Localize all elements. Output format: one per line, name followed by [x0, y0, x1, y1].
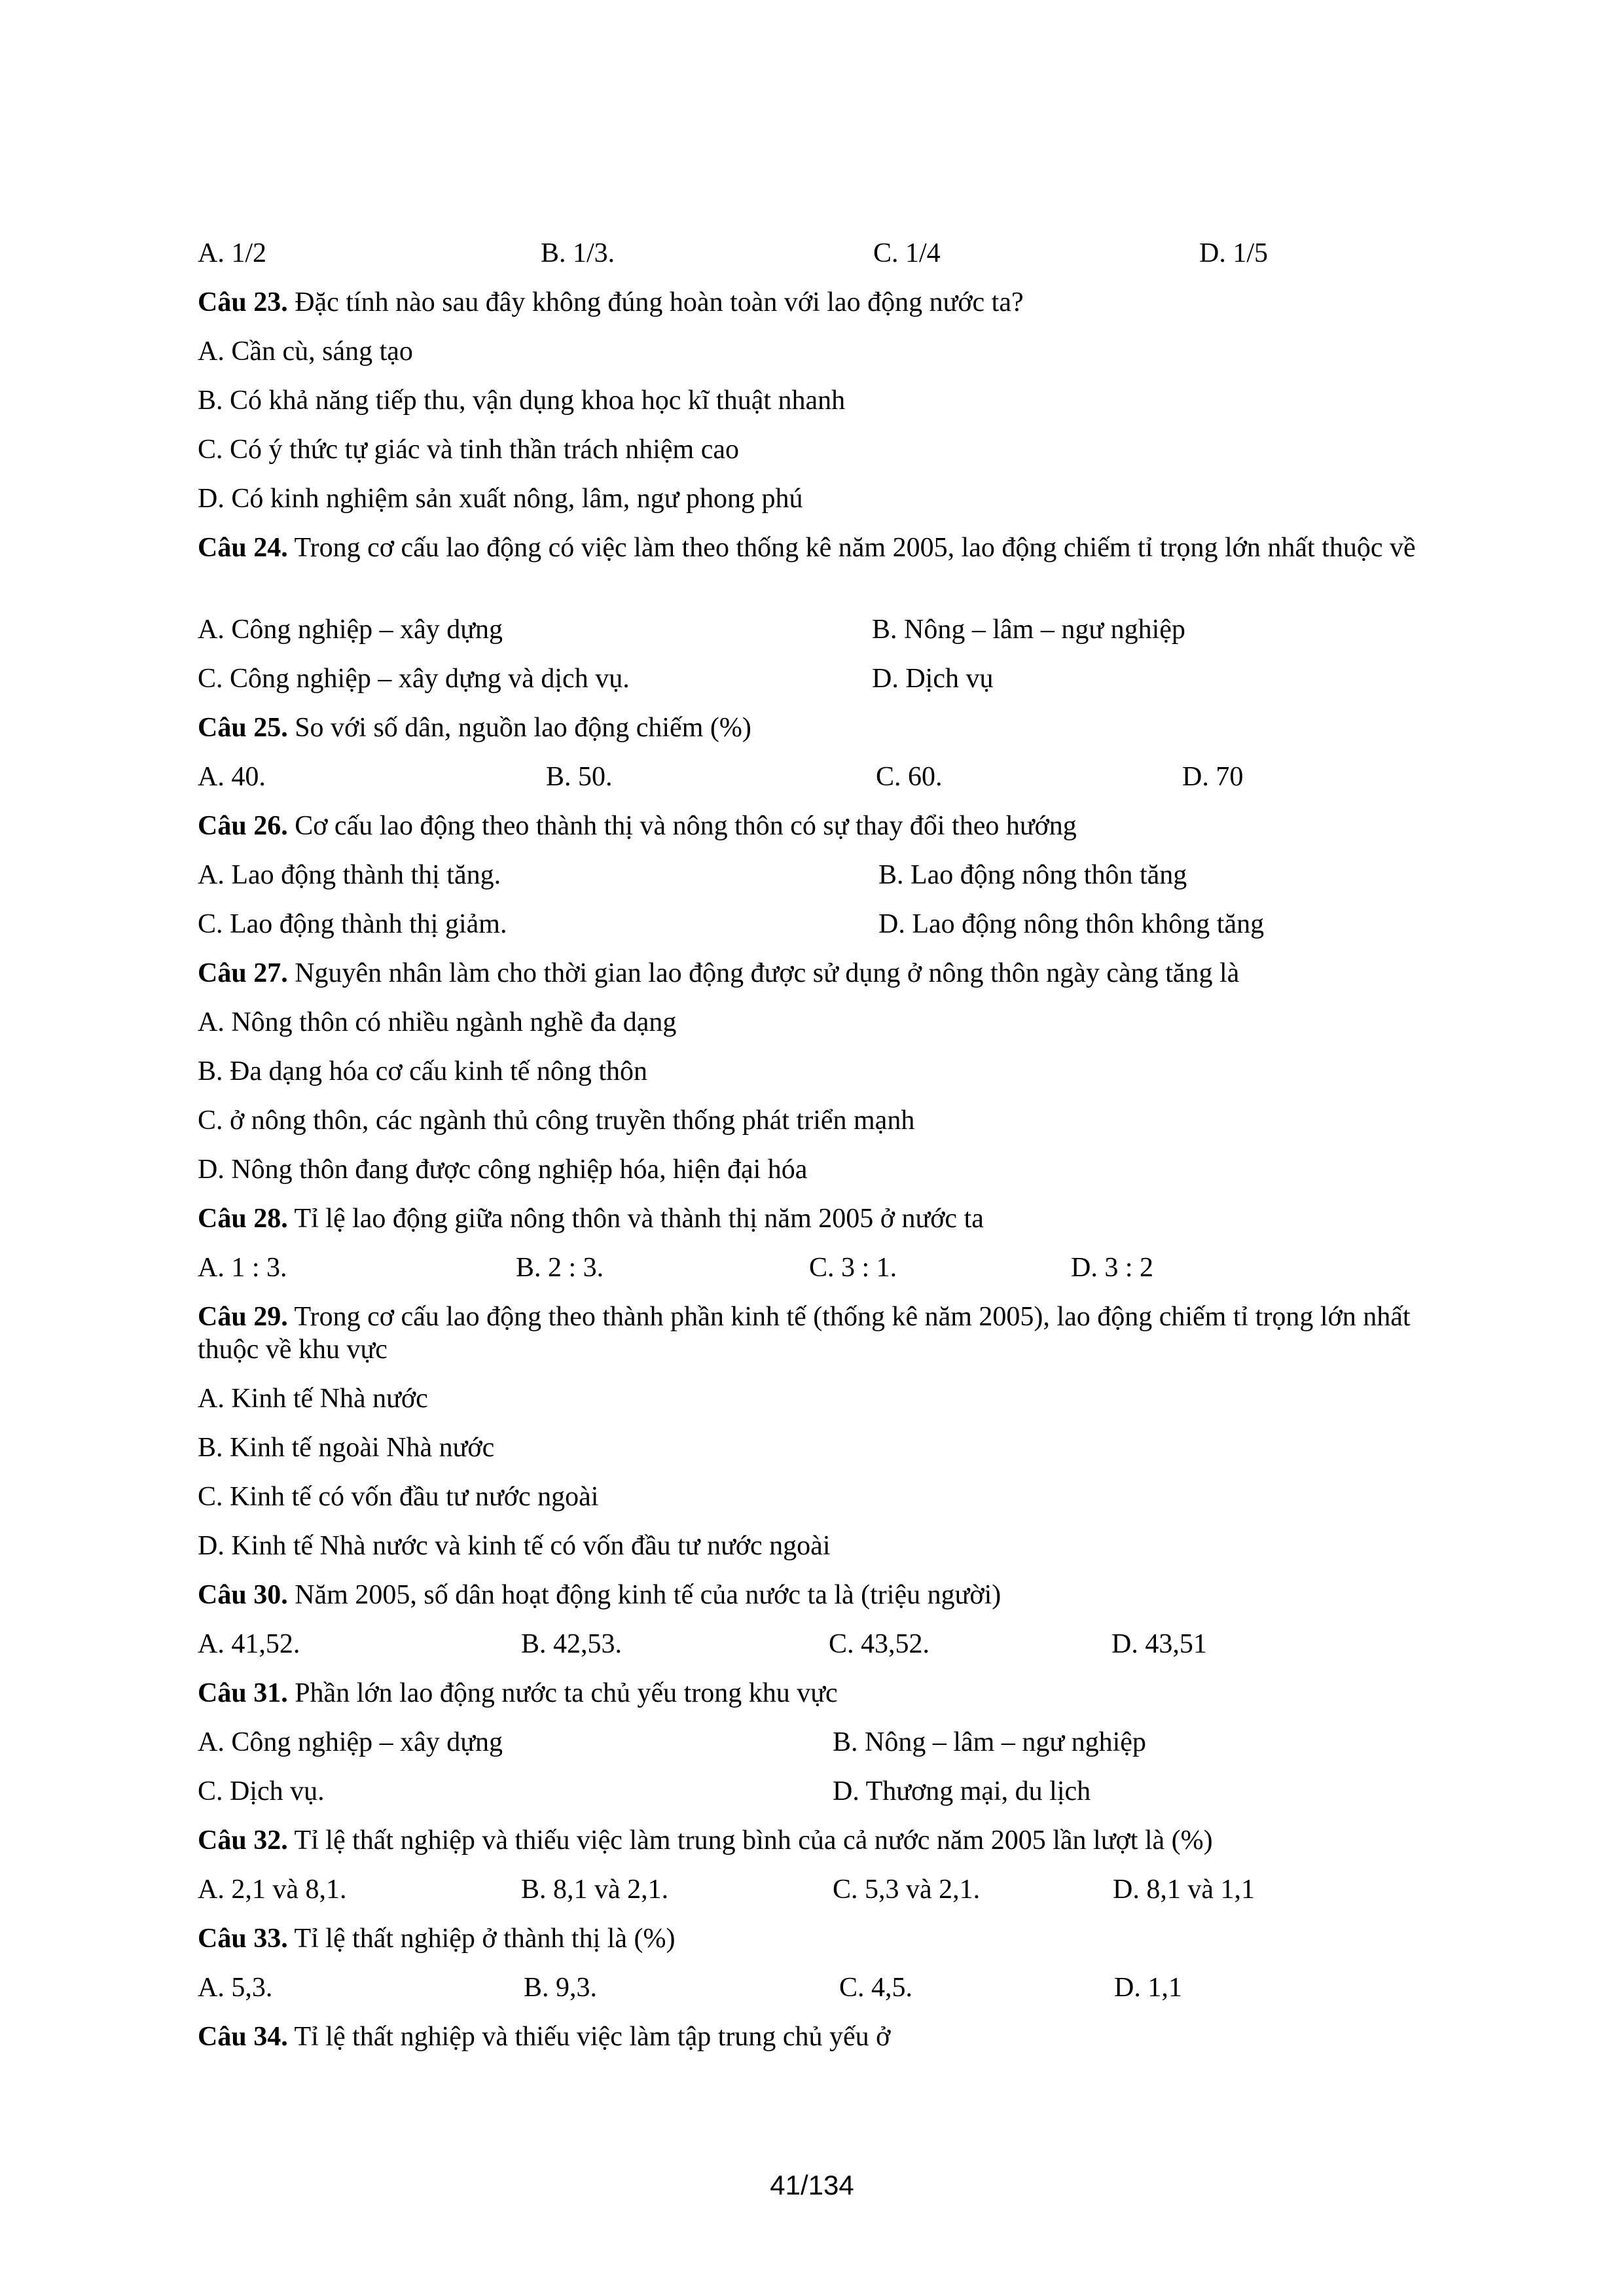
- question-label: Câu 32.: [198, 1825, 288, 1856]
- q27-option-d: D. Nông thôn đang được công nghiệp hóa, hiện đại hóa: [198, 1155, 808, 1185]
- q23-option-a: A. Cần cù, sáng tạo: [198, 336, 413, 367]
- question-24: [198, 531, 1441, 564]
- question-text: Tỉ lệ thất nghiệp và thiếu việc làm tập trung chủ yếu ở: [294, 2022, 891, 2052]
- page-number: 41/134: [770, 2170, 854, 2200]
- q25-option-b: B. 50.: [546, 762, 613, 792]
- q28-option-a: A. 1 : 3.: [198, 1253, 287, 1283]
- question-text: Trong cơ cấu lao động có việc làm theo thống kê năm 2005, lao động chiếm tỉ trọng lớn nhất thuộc về: [294, 533, 1416, 563]
- q31-option-a: A. Công nghiệp – xây dựng: [198, 1727, 503, 1757]
- q26-option-b: B. Lao động nông thôn tăng: [878, 860, 1187, 890]
- question-label: Câu 31.: [198, 1678, 288, 1708]
- q28-option-d: D. 3 : 2: [1071, 1253, 1153, 1283]
- question-33: [198, 1922, 676, 1955]
- question-text: Đặc tính nào sau đây không đúng hoàn toàn với lao động nước ta?: [295, 287, 1024, 317]
- question-label: Câu 28.: [198, 1204, 288, 1234]
- q22-option-c: C. 1/4: [873, 238, 941, 268]
- q32-option-b: B. 8,1 và 2,1.: [521, 1874, 669, 1905]
- q32-option-a: A. 2,1 và 8,1.: [198, 1874, 347, 1905]
- q29-option-a: A. Kinh tế Nhà nước: [198, 1384, 428, 1414]
- question-32: [198, 1824, 1213, 1857]
- q22-option-a: A. 1/2: [198, 238, 266, 268]
- question-label: Câu 30.: [198, 1580, 288, 1610]
- question-28: [198, 1202, 984, 1235]
- q24-option-b: B. Nông – lâm – ngư nghiệp: [872, 615, 1185, 645]
- question-23: [198, 286, 1024, 319]
- question-label: Câu 26.: [198, 811, 288, 841]
- question-31: [198, 1677, 838, 1710]
- q33-option-c: C. 4,5.: [839, 1973, 913, 2003]
- question-25: [198, 711, 751, 744]
- question-text: Năm 2005, số dân hoạt động kinh tế của nước ta là (triệu người): [295, 1580, 1001, 1610]
- question-label: Câu 24.: [198, 533, 288, 563]
- question-30: [198, 1579, 1001, 1611]
- question-label: Câu 23.: [198, 287, 288, 317]
- q24-option-c: C. Công nghiệp – xây dựng và dịch vụ.: [198, 664, 630, 694]
- question-text: Phần lớn lao động nước ta chủ yếu trong khu vực: [295, 1678, 838, 1708]
- q22-option-d: D. 1/5: [1199, 238, 1268, 268]
- question-34: [198, 2020, 890, 2053]
- q30-option-b: B. 42,53.: [521, 1629, 623, 1659]
- question-text: Tỉ lệ thất nghiệp và thiếu việc làm trung bình của cả nước năm 2005 lần lượt là (%): [294, 1825, 1213, 1856]
- question-text: Tỉ lệ thất nghiệp ở thành thị là (%): [294, 1924, 676, 1954]
- q24-option-d: D. Dịch vụ: [872, 664, 994, 694]
- q26-option-a: A. Lao động thành thị tăng.: [198, 860, 501, 890]
- q26-option-d: D. Lao động nông thôn không tăng: [878, 909, 1265, 939]
- q27-option-b: B. Đa dạng hóa cơ cấu kinh tế nông thôn: [198, 1056, 648, 1086]
- question-label: Câu 29.: [198, 1302, 288, 1332]
- question-27: [198, 957, 1239, 990]
- q28-option-c: C. 3 : 1.: [809, 1253, 897, 1283]
- q31-option-b: B. Nông – lâm – ngư nghiệp: [833, 1727, 1146, 1757]
- question-text: So với số dân, nguồn lao động chiếm (%): [295, 713, 751, 743]
- q28-option-b: B. 2 : 3.: [516, 1253, 604, 1283]
- q23-option-d: D. Có kinh nghiệm sản xuất nông, lâm, ngư phong phú: [198, 484, 803, 514]
- q27-option-a: A. Nông thôn có nhiều ngành nghề đa dạng: [198, 1007, 677, 1037]
- question-label: Câu 33.: [198, 1924, 288, 1954]
- q33-option-d: D. 1,1: [1114, 1973, 1182, 2003]
- q29-option-d: D. Kinh tế Nhà nước và kinh tế có vốn đầu tư nước ngoài: [198, 1531, 831, 1561]
- q25-option-c: C. 60.: [876, 762, 943, 792]
- q31-option-c: C. Dịch vụ.: [198, 1776, 325, 1806]
- question-text: Cơ cấu lao động theo thành thị và nông thôn có sự thay đổi theo hướng: [295, 811, 1077, 841]
- q23-option-b: B. Có khả năng tiếp thu, vận dụng khoa học kĩ thuật nhanh: [198, 386, 846, 416]
- question-text: Tỉ lệ lao động giữa nông thôn và thành thị năm 2005 ở nước ta: [294, 1204, 984, 1234]
- question-text: Trong cơ cấu lao động theo thành phần kinh tế (thống kê năm 2005), lao động chiếm tỉ trọng lớn nhất thuộc về khu vực: [198, 1302, 1411, 1365]
- q23-option-c: C. Có ý thức tự giác và tinh thần trách nhiệm cao: [198, 435, 739, 465]
- question-label: Câu 27.: [198, 958, 288, 988]
- question-text: Nguyên nhân làm cho thời gian lao động được sử dụng ở nông thôn ngày càng tăng là: [295, 958, 1240, 988]
- q29-option-b: B. Kinh tế ngoài Nhà nước: [198, 1433, 495, 1463]
- q33-option-b: B. 9,3.: [524, 1973, 598, 2003]
- q22-option-b: B. 1/3.: [541, 238, 615, 268]
- q27-option-c: C. ở nông thôn, các ngành thủ công truyền thống phát triển mạnh: [198, 1105, 915, 1136]
- q30-option-a: A. 41,52.: [198, 1629, 300, 1659]
- q30-option-c: C. 43,52.: [829, 1629, 930, 1659]
- q30-option-d: D. 43,51: [1111, 1629, 1207, 1659]
- q31-option-d: D. Thương mại, du lịch: [833, 1776, 1091, 1806]
- q32-option-c: C. 5,3 và 2,1.: [833, 1874, 981, 1905]
- q26-option-c: C. Lao động thành thị giảm.: [198, 909, 507, 939]
- question-26: [198, 810, 1077, 842]
- question-label: Câu 25.: [198, 713, 288, 743]
- question-label: Câu 34.: [198, 2022, 288, 2052]
- question-29: [198, 1300, 1441, 1366]
- q25-option-a: A. 40.: [198, 762, 266, 792]
- q25-option-d: D. 70: [1182, 762, 1244, 792]
- q24-option-a: A. Công nghiệp – xây dựng: [198, 615, 503, 645]
- q32-option-d: D. 8,1 và 1,1: [1113, 1874, 1255, 1905]
- q29-option-c: C. Kinh tế có vốn đầu tư nước ngoài: [198, 1482, 599, 1512]
- q33-option-a: A. 5,3.: [198, 1973, 273, 2003]
